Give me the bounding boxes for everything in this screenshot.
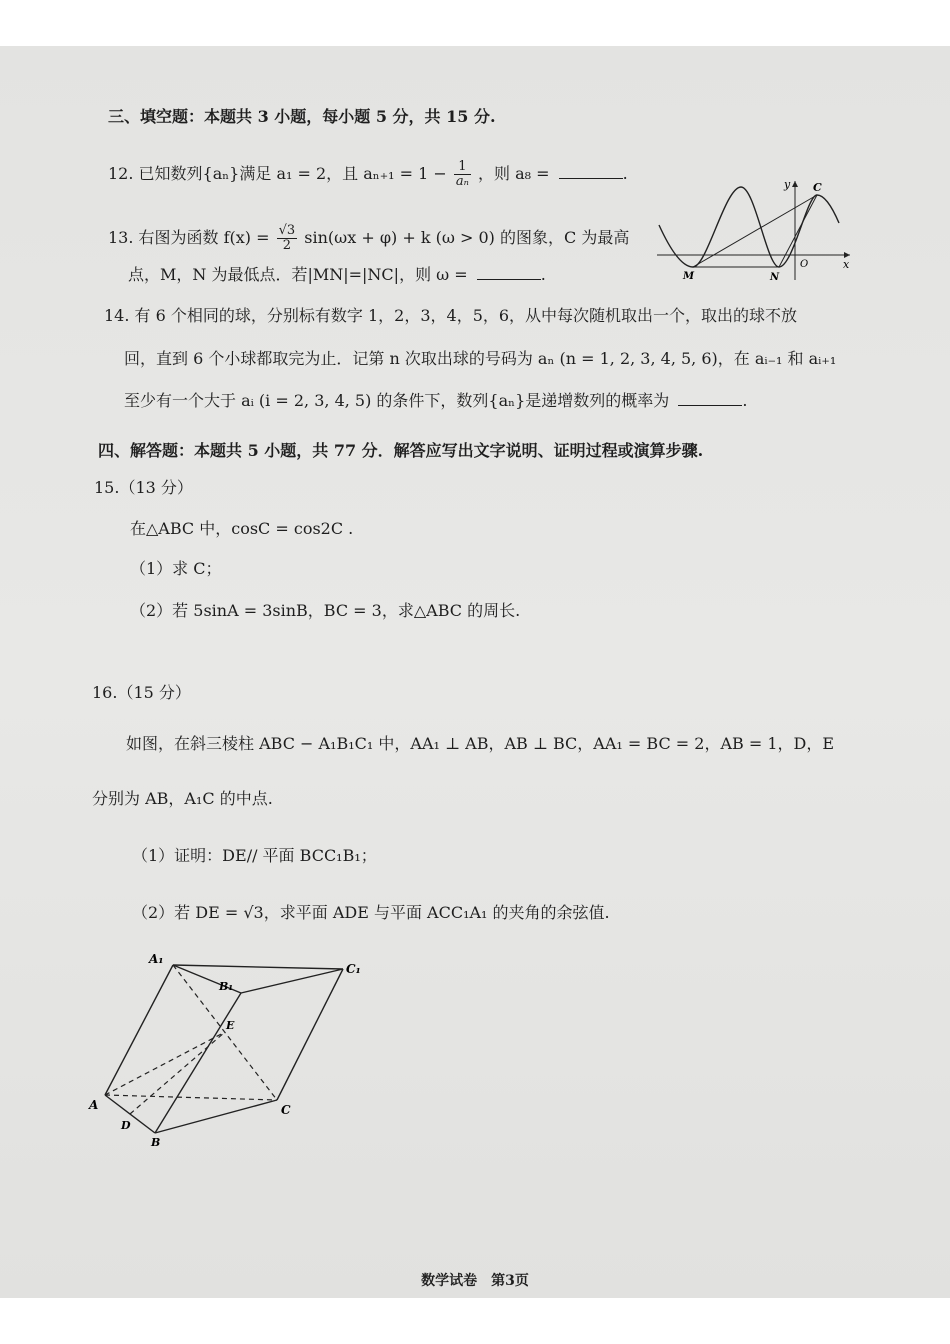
graph-label-n: N (770, 272, 780, 283)
edge-a-a1 (105, 965, 173, 1095)
question-13-line2: 点，M，N 为最低点．若|MN|=|NC|，则 ω = . (128, 265, 546, 284)
label-a1: A₁ (149, 952, 164, 966)
label-e: E (226, 1019, 235, 1032)
q12-answer-blank[interactable] (559, 164, 623, 179)
question-14-line1: 14. 有 6 个相同的球，分别标有数字 1，2，3，4，5，6，从中每次随机取出一个，取出的球不放 (104, 306, 798, 325)
q13-suffix: sin(ωx + φ) + k (ω > 0) 的图象，C 为最高 (304, 228, 630, 247)
edge-b1-c1 (241, 969, 343, 993)
q12-prefix: 12. 已知数列{aₙ}满足 a₁ = 2，且 aₙ₊₁ = 1 − (108, 164, 447, 183)
graph-label-m: M (683, 271, 695, 282)
sine-graph-figure (655, 175, 855, 285)
q16-stem-line2: 分别为 AB，A₁C 的中点. (92, 789, 273, 808)
q13-prefix: 13. 右图为函数 f(x) = (108, 228, 270, 247)
question-12: 12. 已知数列{aₙ}满足 a₁ = 2，且 aₙ₊₁ = 1 − $\frac{1}{\text{aₙ}}$ ，则 a₈ = . (108, 159, 628, 189)
q15-stem: 在△ABC 中，cosC = cos2C . (130, 519, 354, 538)
q13-answer-blank[interactable] (477, 265, 541, 280)
q16-part2: （2）若 DE = √3，求平面 ADE 与平面 ACC₁A₁ 的夹角的余弦值. (132, 903, 610, 922)
graph-label-x: x (843, 258, 850, 271)
edge-b-c (155, 1100, 277, 1133)
q13-fraction (277, 224, 298, 253)
edge-a1-c1 (173, 965, 343, 969)
question-14-line2: 回，直到 6 个小球都取完为止．记第 n 次取出球的号码为 aₙ (n = 1, 2, 3, 4, 5, 6)，在 aᵢ₋₁ 和 aᵢ₊₁ (124, 349, 837, 368)
segment-d-e-hidden (130, 1032, 225, 1114)
q13-line2-text: 点，M，N 为最低点．若|MN|=|NC|，则 ω = (128, 265, 468, 284)
q14-line3-text: 至少有一个大于 aᵢ (i = 2, 3, 4, 5) 的条件下，数列{aₙ}是递增数列的概率为 (124, 391, 670, 410)
label-b: B (151, 1136, 161, 1149)
edge-a-c-hidden (105, 1095, 277, 1100)
prism-figure (85, 945, 375, 1155)
label-c: C (281, 1103, 291, 1117)
q16-stem-line1: 如图，在斜三棱柱 ABC − A₁B₁C₁ 中，AA₁ ⊥ AB，AB ⊥ BC，AA₁ = BC = 2，AB = 1，D，E (126, 734, 835, 753)
label-b1: B₁ (219, 980, 234, 993)
graph-y-arrow (792, 181, 798, 187)
q12-fraction (454, 160, 471, 189)
edge-c-c1 (277, 969, 343, 1100)
q13-frac-den: 2 (282, 238, 292, 253)
label-c1: C₁ (346, 962, 361, 976)
graph-label-o: O (800, 259, 809, 270)
label-d: D (121, 1119, 131, 1132)
graph-label-y: y (784, 178, 791, 191)
q16-part1: （1）证明：DE// 平面 BCC₁B₁； (132, 846, 377, 865)
edge-b-b1 (155, 993, 241, 1133)
page-footer: 数学试卷 第3页 (421, 1273, 529, 1289)
segment-a-e-hidden (105, 1032, 225, 1095)
q12-frac-den: aₙ (455, 174, 469, 189)
q12-frac-num: 1 (454, 160, 471, 175)
q13-frac-num: √3 (278, 223, 296, 238)
q15-title: 15.（13 分） (94, 478, 193, 497)
label-a: A (89, 1098, 99, 1112)
q15-part1: （1）求 C； (130, 559, 222, 578)
q12-suffix: ，则 a₈ = (478, 164, 550, 183)
q14-answer-blank[interactable] (678, 391, 742, 406)
q15-part2: （2）若 5sinA = 3sinB，BC = 3，求△ABC 的周长. (130, 601, 521, 620)
question-13-line1 (108, 224, 629, 253)
graph-label-c: C (813, 181, 822, 194)
question-14-line3: 至少有一个大于 aᵢ (i = 2, 3, 4, 5) 的条件下，数列{aₙ}是递增数列的概率为 . (124, 391, 748, 410)
section4-header: 四、解答题：本题共 5 小题，共 77 分．解答应写出文字说明、证明过程或演算步骤. (98, 441, 704, 460)
section3-header: 三、填空题：本题共 3 小题，每小题 5 分，共 15 分. (108, 107, 496, 126)
q16-title: 16.（15 分） (92, 683, 191, 702)
